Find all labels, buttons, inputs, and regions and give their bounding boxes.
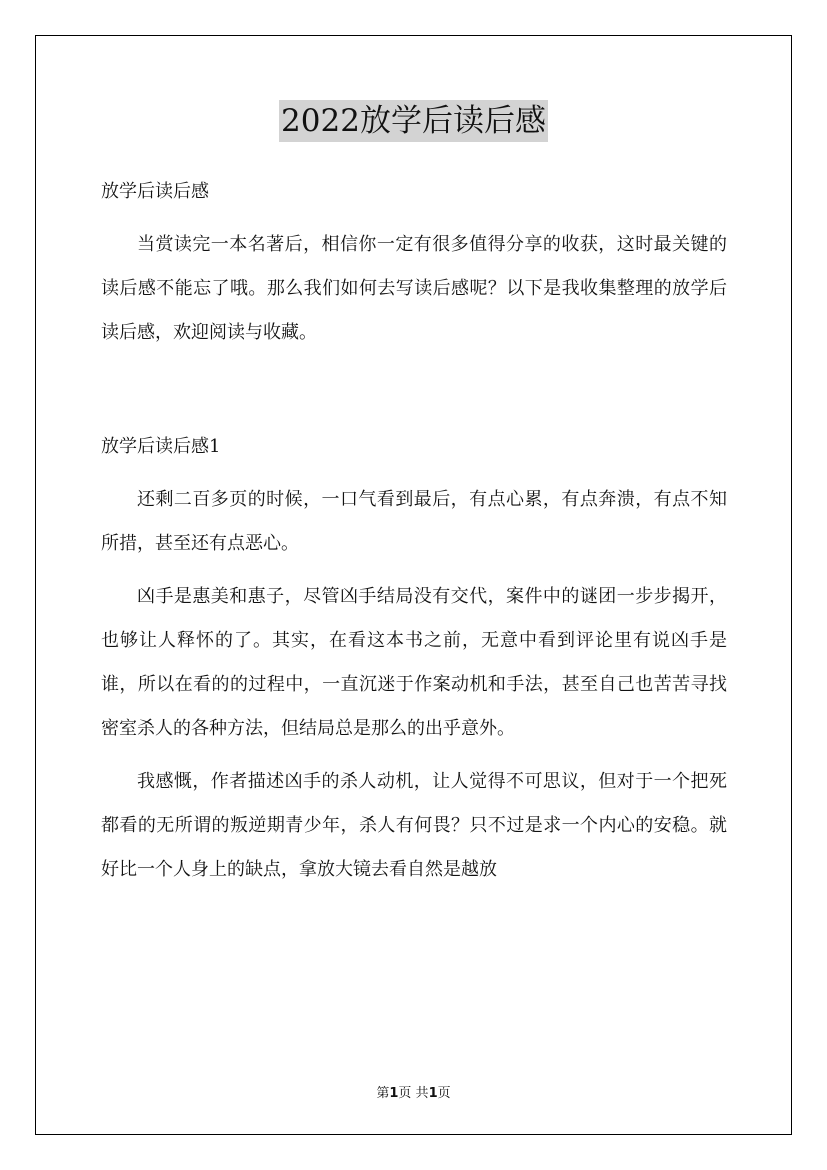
- footer-suffix: 页: [437, 1086, 451, 1101]
- section1-paragraph-1: 还剩二百多页的时候，一口气看到最后，有点心累，有点奔溃，有点不知所措，甚至还有点恶心。: [101, 489, 727, 554]
- footer-mid: 页 共: [398, 1086, 429, 1101]
- footer-prefix: 第: [376, 1086, 390, 1101]
- footer-total-pages: 1: [428, 1086, 438, 1101]
- section1-heading: 放学后读后感1: [101, 436, 221, 457]
- document-title: 2022放学后读后感: [279, 100, 548, 142]
- title-container: [0, 100, 827, 142]
- footer-page-number: 1: [389, 1086, 399, 1101]
- section1-paragraph-2: 凶手是惠美和惠子，尽管凶手结局没有交代，案件中的谜团一步步揭开，也够让人释怀的了。其实，在看这本书之前，无意中看到评论里有说凶手是谁，所以在看的的过程中，一直沉迷于作案动机和手法，甚至自己也苦苦寻找密室杀人的各种方法，但结局总是那么的出乎意外。: [101, 586, 727, 739]
- document-body: [101, 170, 727, 892]
- section-spacer: [101, 355, 727, 425]
- intro-heading: 放学后读后感: [101, 181, 209, 202]
- intro-paragraph: 当赏读完一本名著后，相信你一定有很多值得分享的收获，这时最关键的读后感不能忘了哦。那么我们如何去写读后感呢？以下是我收集整理的放学后读后感，欢迎阅读与收藏。: [101, 234, 727, 343]
- section1-paragraph-3: 我感慨，作者描述凶手的杀人动机，让人觉得不可思议，但对于一个把死都看的无所谓的叛逆期青少年，杀人有何畏？只不过是求一个内心的安稳。就好比一个人身上的缺点，拿放大镜去看自然是越放: [101, 771, 727, 880]
- page-footer: [0, 1082, 827, 1101]
